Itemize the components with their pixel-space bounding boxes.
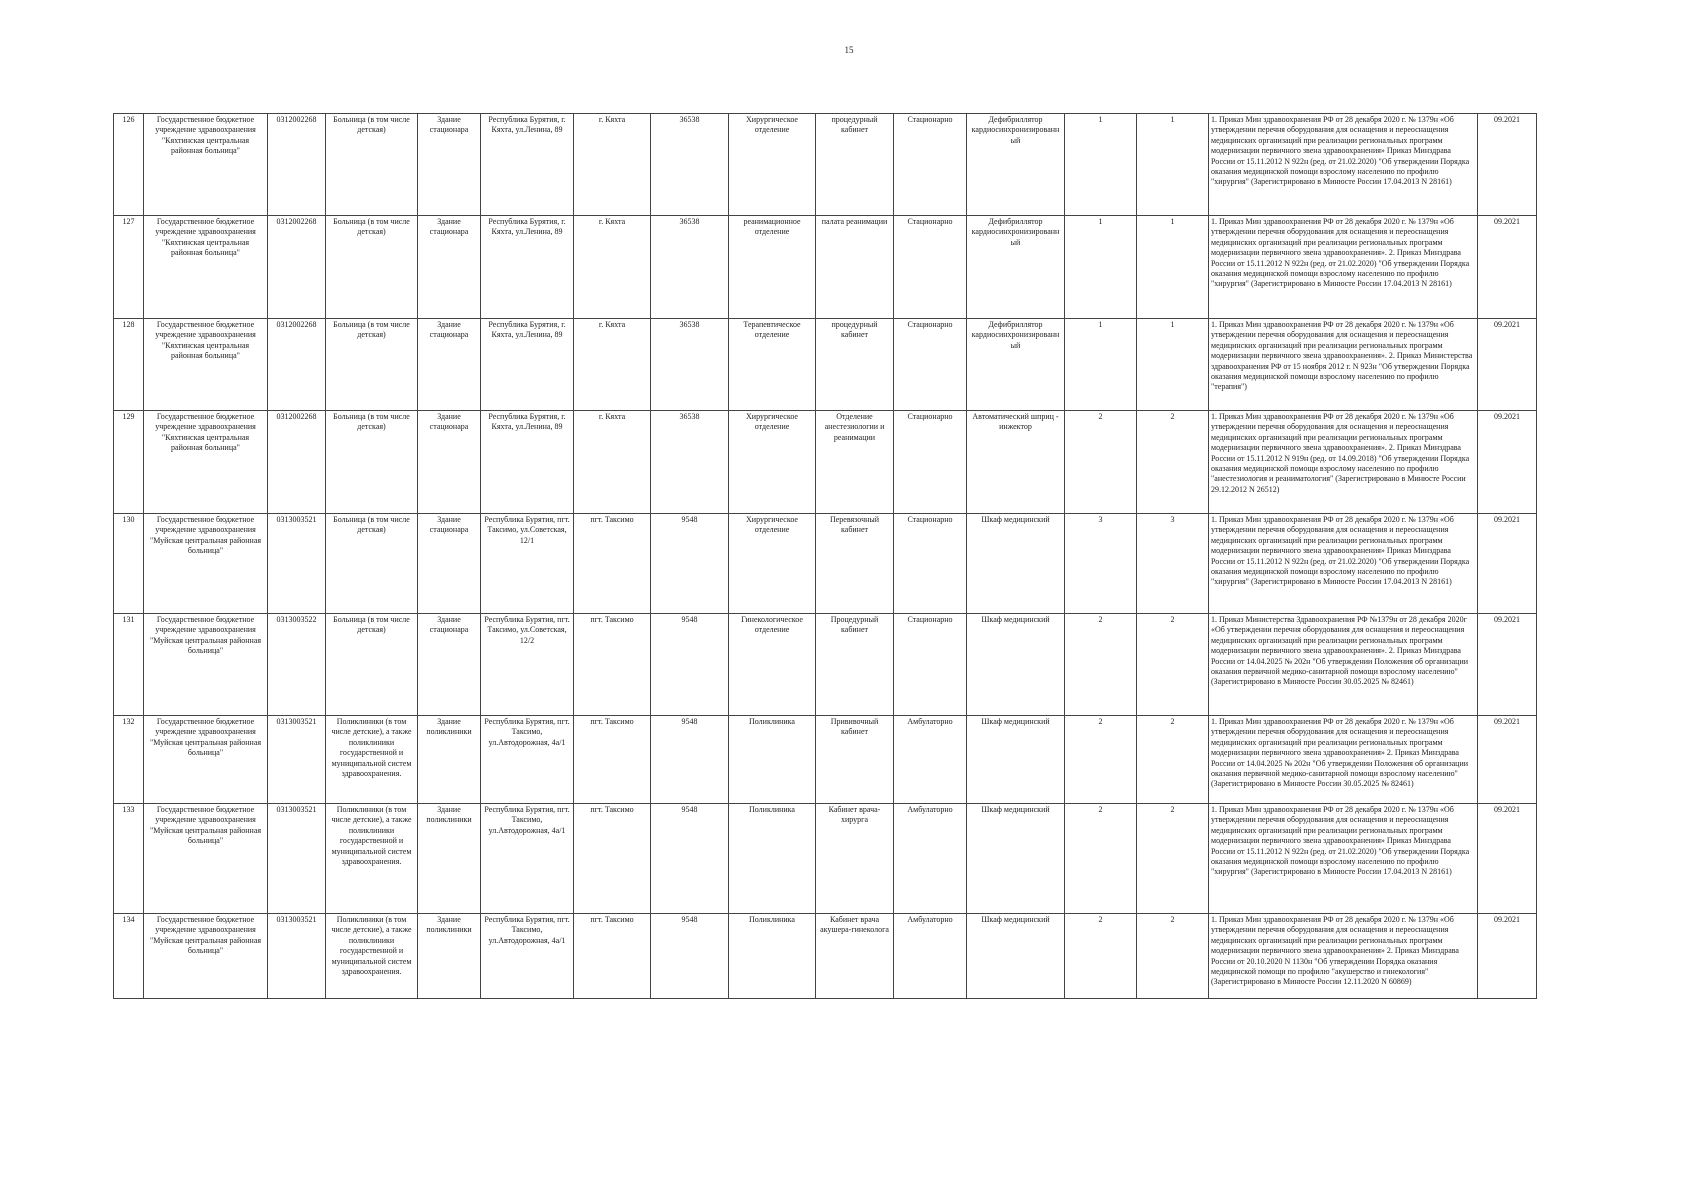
row-number: 133: [114, 804, 144, 914]
organization-code: 0312002268: [268, 319, 326, 411]
building-type: Здание стационара: [418, 614, 481, 716]
locality: г. Кяхта: [574, 114, 651, 216]
care-mode: Амбулаторно: [894, 914, 967, 999]
quantity-planned: 1: [1137, 114, 1209, 216]
organization-name: Государственное бюджетное учреждение здравоохранения "Кяхтинская центральная районная больница": [144, 114, 268, 216]
delivery-date: 09.2021: [1478, 804, 1537, 914]
organization-name: Государственное бюджетное учреждение здравоохранения "Кяхтинская центральная районная больница": [144, 411, 268, 514]
table-row: [114, 411, 1537, 514]
population: 9548: [651, 716, 729, 804]
address: Республика Бурятия, г. Кяхта, ул.Ленина, 89: [481, 216, 574, 319]
legal-basis: 1. Приказ Мин здравоохранения РФ от 28 декабря 2020 г. № 1379н «Об утверждении перечня оборудования для оснащения и переоснащения медицинских организаций при реализации региональных программ модернизации первичного звена здравоохранения» Приказ Минздрава России от 15.11.2012 N 922н (ред. от 21.02.2020) "Об утверждении Порядка оказания медицинской помощи взрослому населению по профилю "хирургия" (Зарегистрировано в Минюсте России 17.04.2013 N 28161): [1209, 114, 1478, 216]
organization-name: Государственное бюджетное учреждение здравоохранения "Муйская центральная районная больница": [144, 716, 268, 804]
table-row: [114, 716, 1537, 804]
facility-type: Поликлиники (в том числе детские), а также поликлиники государственной и муниципальной систем здравоохранения.: [326, 716, 418, 804]
organization-code: 0313003521: [268, 914, 326, 999]
organization-name: Государственное бюджетное учреждение здравоохранения "Муйская центральная районная больница": [144, 804, 268, 914]
department: Хирургическое отделение: [729, 514, 816, 614]
care-mode: Стационарно: [894, 614, 967, 716]
legal-basis: 1. Приказ Министерства Здравоохранения РФ №1379н от 28 декабря 2020г «Об утверждении перечня оборудования для оснащения и переоснащения медицинских организаций при реализации региональных программ модернизации первичного звена здравоохранения». 2. Приказ Минздрава России от 14.04.2025 № 202н "Об утверждении Положения об организации оказания первичной медико-санитарной помощи взрослому населению" (Зарегистрировано в Минюсте России 30.05.2025 № 82461): [1209, 614, 1478, 716]
delivery-date: 09.2021: [1478, 716, 1537, 804]
department: Хирургическое отделение: [729, 411, 816, 514]
quantity-needed: 2: [1065, 614, 1137, 716]
address: Республика Бурятия, г. Кяхта, ул.Ленина, 89: [481, 114, 574, 216]
quantity-planned: 2: [1137, 716, 1209, 804]
population: 9548: [651, 914, 729, 999]
row-number: 127: [114, 216, 144, 319]
equipment-name: Шкаф медицинский: [967, 914, 1065, 999]
department: Поликлиника: [729, 804, 816, 914]
room: Отделение анестезиологии и реанимации: [816, 411, 894, 514]
building-type: Здание стационара: [418, 216, 481, 319]
care-mode: Стационарно: [894, 319, 967, 411]
locality: пгт. Таксимо: [574, 514, 651, 614]
delivery-date: 09.2021: [1478, 514, 1537, 614]
organization-code: 0313003521: [268, 514, 326, 614]
care-mode: Стационарно: [894, 114, 967, 216]
room: процедурный кабинет: [816, 114, 894, 216]
facility-type: Больница (в том числе детская): [326, 614, 418, 716]
equipment-name: Шкаф медицинский: [967, 804, 1065, 914]
quantity-planned: 1: [1137, 319, 1209, 411]
care-mode: Стационарно: [894, 411, 967, 514]
facility-type: Больница (в том числе детская): [326, 216, 418, 319]
facility-type: Больница (в том числе детская): [326, 319, 418, 411]
building-type: Здание поликлиники: [418, 804, 481, 914]
equipment-name: Дефибриллятор кардиосинхронизированный: [967, 216, 1065, 319]
locality: г. Кяхта: [574, 411, 651, 514]
delivery-date: 09.2021: [1478, 914, 1537, 999]
legal-basis: 1. Приказ Мин здравоохранения РФ от 28 декабря 2020 г. № 1379н «Об утверждении перечня оборудования для оснащения и переоснащения медицинских организаций при реализации региональных программ модернизации первичного звена здравоохранения» 2. Приказ Минздрава России от 14.04.2025 № 202н "Об утверждении Положения об организации оказания первичной медико-санитарной помощи взрослому населению" (Зарегистрировано в Минюсте России 30.05.2025 № 82461): [1209, 716, 1478, 804]
room: процедурный кабинет: [816, 319, 894, 411]
facility-type: Больница (в том числе детская): [326, 514, 418, 614]
address: Республика Бурятия, пгт. Таксимо, ул.Автодорожная, 4а/1: [481, 914, 574, 999]
equipment-table: [113, 113, 1537, 999]
equipment-name: Шкаф медицинский: [967, 614, 1065, 716]
row-number: 129: [114, 411, 144, 514]
address: Республика Бурятия, г. Кяхта, ул.Ленина, 89: [481, 411, 574, 514]
facility-type: Поликлиники (в том числе детские), а также поликлиники государственной и муниципальной систем здравоохранения.: [326, 914, 418, 999]
quantity-planned: 2: [1137, 914, 1209, 999]
delivery-date: 09.2021: [1478, 614, 1537, 716]
department: Хирургическое отделение: [729, 114, 816, 216]
equipment-name: Шкаф медицинский: [967, 514, 1065, 614]
building-type: Здание стационара: [418, 319, 481, 411]
quantity-planned: 3: [1137, 514, 1209, 614]
quantity-planned: 1: [1137, 216, 1209, 319]
organization-code: 0312002268: [268, 114, 326, 216]
locality: пгт. Таксимо: [574, 614, 651, 716]
population: 36538: [651, 319, 729, 411]
organization-code: 0312002268: [268, 216, 326, 319]
facility-type: Больница (в том числе детская): [326, 411, 418, 514]
delivery-date: 09.2021: [1478, 411, 1537, 514]
building-type: Здание стационара: [418, 514, 481, 614]
table-row: [114, 216, 1537, 319]
legal-basis: 1. Приказ Мин здравоохранения РФ от 28 декабря 2020 г. № 1379н «Об утверждении перечня оборудования для оснащения и переоснащения медицинских организаций при реализации региональных программ модернизации первичного звена здравоохранения». 2. Приказ Минздрава России от 15.11.2012 N 919н (ред. от 14.09.2018) "Об утверждении Порядка оказания медицинской помощи взрослому населению по профилю "анестезиология и реаниматология" (Зарегистрировано в Минюсте России 29.12.2012 N 26512): [1209, 411, 1478, 514]
care-mode: Амбулаторно: [894, 716, 967, 804]
care-mode: Амбулаторно: [894, 804, 967, 914]
organization-code: 0313003522: [268, 614, 326, 716]
equipment-name: Автоматический шприц - инжектор: [967, 411, 1065, 514]
locality: пгт. Таксимо: [574, 804, 651, 914]
quantity-needed: 1: [1065, 114, 1137, 216]
care-mode: Стационарно: [894, 216, 967, 319]
population: 9548: [651, 804, 729, 914]
organization-code: 0313003521: [268, 716, 326, 804]
organization-name: Государственное бюджетное учреждение здравоохранения "Кяхтинская центральная районная больница": [144, 319, 268, 411]
address: Республика Бурятия, пгт. Таксимо, ул.Автодорожная, 4а/1: [481, 716, 574, 804]
table-row: [114, 514, 1537, 614]
delivery-date: 09.2021: [1478, 114, 1537, 216]
quantity-planned: 2: [1137, 804, 1209, 914]
organization-name: Государственное бюджетное учреждение здравоохранения "Муйская центральная районная больница": [144, 614, 268, 716]
legal-basis: 1. Приказ Мин здравоохранения РФ от 28 декабря 2020 г. № 1379н «Об утверждении перечня оборудования для оснащения и переоснащения медицинских организаций при реализации региональных программ модернизации первичного звена здравоохранения». 2. Приказ Министерства здравоохранения РФ от 15 ноября 2012 г. N 923н "Об утверждении Порядка оказания медицинской помощи взрослому населению по профилю "терапия"): [1209, 319, 1478, 411]
department: Гинекологическое отделение: [729, 614, 816, 716]
delivery-date: 09.2021: [1478, 216, 1537, 319]
quantity-needed: 1: [1065, 319, 1137, 411]
legal-basis: 1. Приказ Мин здравоохранения РФ от 28 декабря 2020 г. № 1379н «Об утверждении перечня оборудования для оснащения и переоснащения медицинских организаций при реализации региональных программ модернизации первичного звена здравоохранения» Приказ Минздрава России от 15.11.2012 N 922н (ред. от 21.02.2020) "Об утверждении Порядка оказания медицинской помощи взрослому населению по профилю "хирургия" (Зарегистрировано в Минюсте России 17.04.2013 N 28161): [1209, 804, 1478, 914]
locality: г. Кяхта: [574, 216, 651, 319]
room: Процедурный кабинет: [816, 614, 894, 716]
population: 36538: [651, 216, 729, 319]
organization-code: 0312002268: [268, 411, 326, 514]
page-number: 15: [844, 45, 854, 55]
quantity-needed: 1: [1065, 216, 1137, 319]
legal-basis: 1. Приказ Мин здравоохранения РФ от 28 декабря 2020 г. № 1379н «Об утверждении перечня оборудования для оснащения и переоснащения медицинских организаций при реализации региональных программ модернизации первичного звена здравоохранения». 2. Приказ Минздрава России от 15.11.2012 N 922н (ред. от 21.02.2020) "Об утверждении Порядка оказания медицинской помощи взрослому населению по профилю "хирургия" (Зарегистрировано в Минюсте России 17.04.2013 N 28161): [1209, 216, 1478, 319]
room: Перевязочный кабинет: [816, 514, 894, 614]
delivery-date: 09.2021: [1478, 319, 1537, 411]
organization-name: Государственное бюджетное учреждение здравоохранения "Кяхтинская центральная районная больница": [144, 216, 268, 319]
population: 36538: [651, 411, 729, 514]
department: реанимационное отделение: [729, 216, 816, 319]
row-number: 132: [114, 716, 144, 804]
organization-name: Государственное бюджетное учреждение здравоохранения "Муйская центральная районная больница": [144, 914, 268, 999]
department: Поликлиника: [729, 914, 816, 999]
room: палата реанимации: [816, 216, 894, 319]
equipment-name: Дефибриллятор кардиосинхронизированный: [967, 114, 1065, 216]
facility-type: Больница (в том числе детская): [326, 114, 418, 216]
equipment-name: Шкаф медицинский: [967, 716, 1065, 804]
organization-name: Государственное бюджетное учреждение здравоохранения "Муйская центральная районная больница": [144, 514, 268, 614]
table-row: [114, 114, 1537, 216]
address: Республика Бурятия, пгт. Таксимо, ул.Советская, 12/2: [481, 614, 574, 716]
organization-code: 0313003521: [268, 804, 326, 914]
building-type: Здание поликлиники: [418, 914, 481, 999]
row-number: 134: [114, 914, 144, 999]
room: Кабинет врача-хирурга: [816, 804, 894, 914]
department: Поликлиника: [729, 716, 816, 804]
table-row: [114, 319, 1537, 411]
quantity-planned: 2: [1137, 614, 1209, 716]
building-type: Здание поликлиники: [418, 716, 481, 804]
table-row: [114, 914, 1537, 999]
equipment-name: Дефибриллятор кардиосинхронизированный: [967, 319, 1065, 411]
row-number: 130: [114, 514, 144, 614]
building-type: Здание стационара: [418, 411, 481, 514]
population: 9548: [651, 514, 729, 614]
legal-basis: 1. Приказ Мин здравоохранения РФ от 28 декабря 2020 г. № 1379н «Об утверждении перечня оборудования для оснащения и переоснащения медицинских организаций при реализации региональных программ модернизации первичного звена здравоохранения» Приказ Минздрава России от 15.11.2012 N 922н (ред. от 21.02.2020) "Об утверждении Порядка оказания медицинской помощи взрослому населению по профилю "хирургия" (Зарегистрировано в Минюсте России 17.04.2013 N 28161): [1209, 514, 1478, 614]
facility-type: Поликлиники (в том числе детские), а также поликлиники государственной и муниципальной систем здравоохранения.: [326, 804, 418, 914]
address: Республика Бурятия, пгт. Таксимо, ул.Советская, 12/1: [481, 514, 574, 614]
quantity-needed: 2: [1065, 914, 1137, 999]
locality: пгт. Таксимо: [574, 716, 651, 804]
address: Республика Бурятия, г. Кяхта, ул.Ленина, 89: [481, 319, 574, 411]
row-number: 126: [114, 114, 144, 216]
table-row: [114, 804, 1537, 914]
legal-basis: 1. Приказ Мин здравоохранения РФ от 28 декабря 2020 г. № 1379н «Об утверждении перечня оборудования для оснащения и переоснащения медицинских организаций при реализации региональных программ модернизации первичного звена здравоохранения» 2. Приказ Минздрава России от 20.10.2020 N 1130н "Об утверждении Порядка оказания медицинской помощи по профилю "акушерство и гинекология" (Зарегистрировано в Минюсте России 12.11.2020 N 60869): [1209, 914, 1478, 999]
table-row: [114, 614, 1537, 716]
quantity-needed: 3: [1065, 514, 1137, 614]
quantity-planned: 2: [1137, 411, 1209, 514]
quantity-needed: 2: [1065, 411, 1137, 514]
population: 36538: [651, 114, 729, 216]
row-number: 128: [114, 319, 144, 411]
care-mode: Стационарно: [894, 514, 967, 614]
building-type: Здание стационара: [418, 114, 481, 216]
quantity-needed: 2: [1065, 716, 1137, 804]
address: Республика Бурятия, пгт. Таксимо, ул.Автодорожная, 4а/1: [481, 804, 574, 914]
population: 9548: [651, 614, 729, 716]
department: Терапевтическое отделение: [729, 319, 816, 411]
locality: пгт. Таксимо: [574, 914, 651, 999]
quantity-needed: 2: [1065, 804, 1137, 914]
room: Прививочный кабинет: [816, 716, 894, 804]
room: Кабинет врача акушера-гинеколога: [816, 914, 894, 999]
locality: г. Кяхта: [574, 319, 651, 411]
row-number: 131: [114, 614, 144, 716]
